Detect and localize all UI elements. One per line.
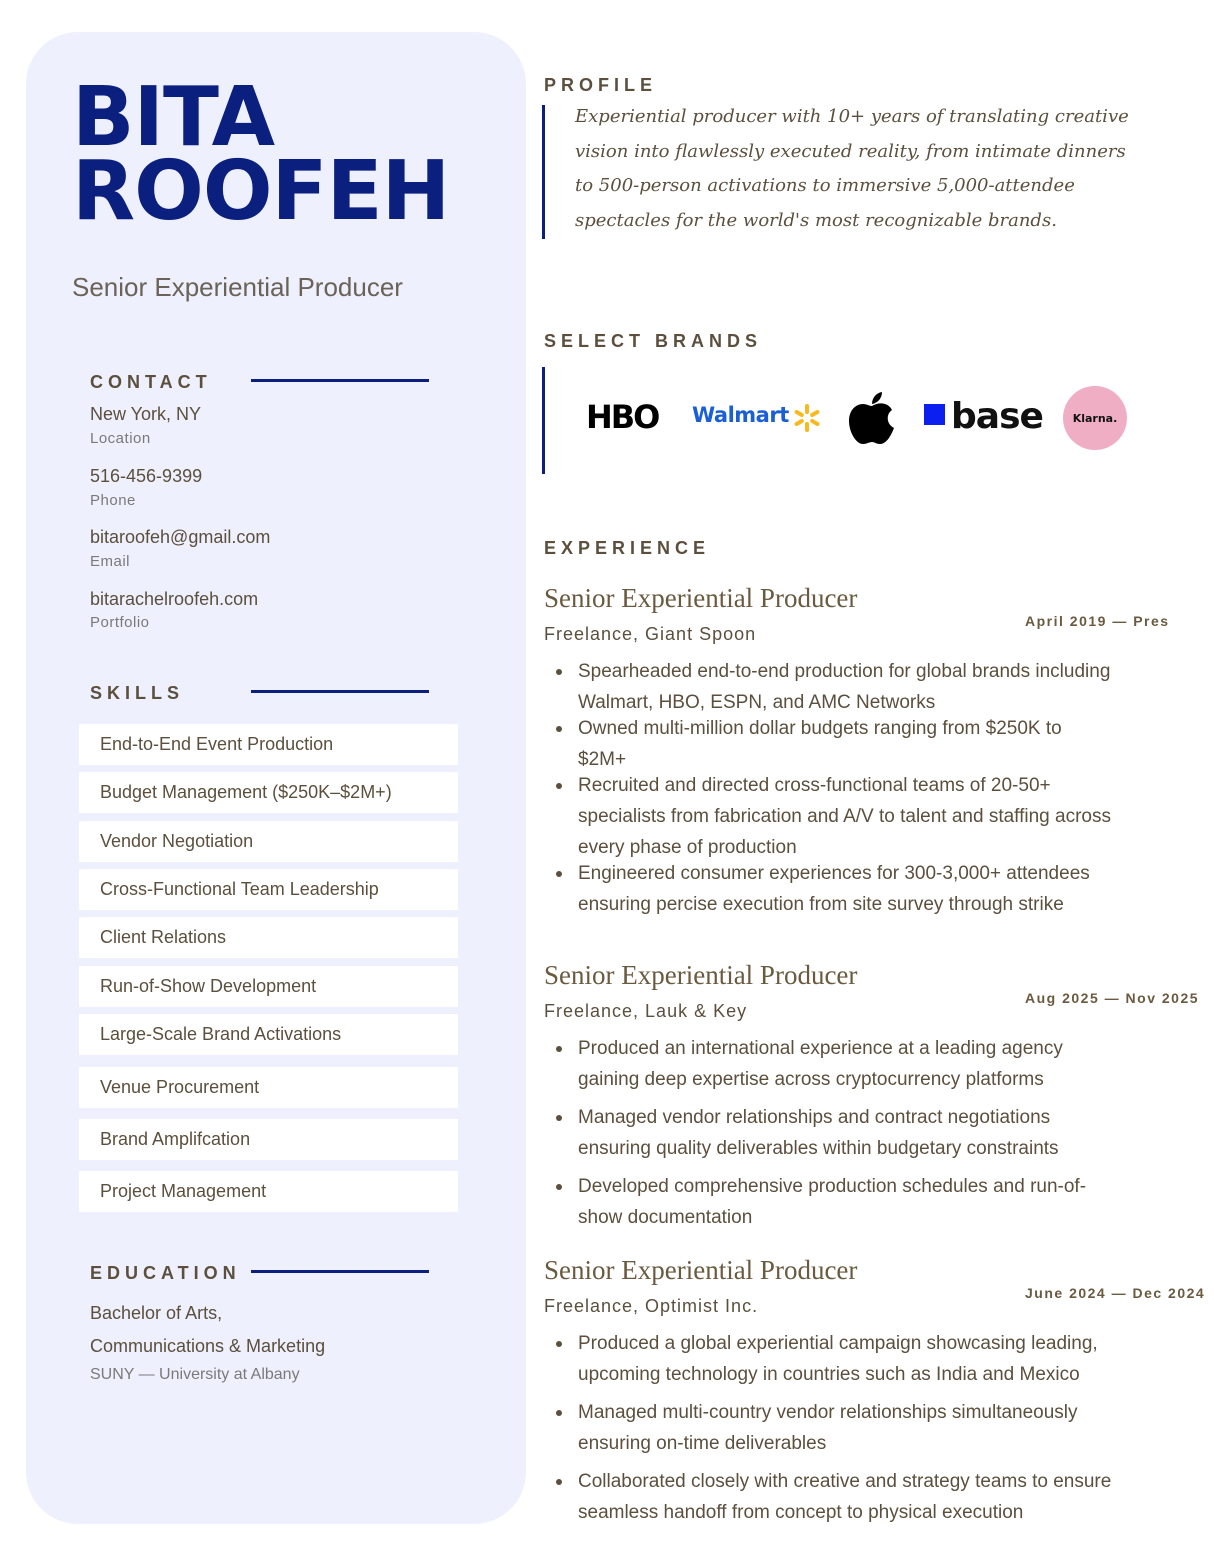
contact-email-value[interactable]: bitaroofeh@gmail.com xyxy=(90,527,271,547)
skill-tag: Large-Scale Brand Activations xyxy=(79,1014,458,1055)
job-2-title: Senior Experiential Producer xyxy=(544,960,858,990)
list-item: Owned multi-million dollar budgets ranging from $250K to $2M+ xyxy=(554,713,1114,775)
apple-icon xyxy=(848,390,896,446)
job-1-bullets xyxy=(554,656,1114,915)
list-item: Managed vendor relationships and contract negotiations ensuring quality deliverables within budgetary constraints xyxy=(554,1102,1114,1164)
education-school: SUNY — University at Albany xyxy=(90,1366,300,1383)
list-item: Collaborated closely with creative and strategy teams to ensure seamless handoff from concept to physical execution xyxy=(554,1466,1114,1528)
brands-heading: SELECT BRANDS xyxy=(544,331,763,351)
profile-summary: Experiential producer with 10+ years of translating creative vision into flawlessly executed reality, from intimate dinners to 500-person activations to immersive 5,000-attendee spectacles for the world's most recognizable brands. xyxy=(575,106,1129,231)
skill-tag: Venue Procurement xyxy=(79,1067,458,1108)
job-3-bullets xyxy=(554,1328,1114,1535)
klarna-logo xyxy=(1063,386,1127,450)
skills-heading: SKILLS xyxy=(90,683,185,703)
walmart-wordmark: Walmart xyxy=(692,403,789,427)
list-item: Spearheaded end-to-end production for global brands including Walmart, HBO, ESPN, and AMC Networks xyxy=(554,656,1114,718)
klarna-wordmark: Klarna. xyxy=(1072,412,1118,425)
skill-tag: Project Management xyxy=(79,1171,458,1212)
base-square-icon xyxy=(924,404,945,425)
brands-accent-bar xyxy=(542,367,545,474)
skills-rule xyxy=(251,690,429,693)
contact-portfolio-label: Portfolio xyxy=(90,614,150,631)
walmart-spark-icon xyxy=(792,403,822,433)
skill-tag: Vendor Negotiation xyxy=(79,821,458,862)
base-wordmark: base xyxy=(951,396,1043,437)
education-major: Communications & Marketing xyxy=(90,1336,326,1356)
contact-rule xyxy=(251,379,429,382)
list-item: Produced an international experience at a leading agency gaining deep expertise across cryptocurrency platforms xyxy=(554,1033,1114,1095)
contact-heading: CONTACT xyxy=(90,372,212,392)
contact-phone-label: Phone xyxy=(90,492,136,509)
contact-portfolio-value[interactable]: bitarachelroofeh.com xyxy=(90,589,259,609)
contact-email-label: Email xyxy=(90,553,131,570)
job-2-dates: Aug 2025 — Nov 2025 xyxy=(1025,990,1200,1006)
walmart-logo xyxy=(692,403,824,437)
first-name: BITA xyxy=(72,70,275,165)
job-1-dates: April 2019 — Pres xyxy=(1025,613,1170,629)
list-item: Developed comprehensive production schedules and run-of-show documentation xyxy=(554,1171,1114,1233)
experience-heading: EXPERIENCE xyxy=(544,538,711,558)
education-heading: EDUCATION xyxy=(90,1263,241,1283)
job-3-title: Senior Experiential Producer xyxy=(544,1255,858,1285)
skill-tag: Brand Amplifcation xyxy=(79,1119,458,1160)
last-name: ROOFEH xyxy=(72,144,450,239)
job-3-dates: June 2024 — Dec 2024 xyxy=(1025,1285,1206,1301)
education-rule xyxy=(251,1270,429,1273)
education-degree: Bachelor of Arts, xyxy=(90,1303,223,1323)
list-item: Recruited and directed cross-functional teams of 20-50+ specialists from fabrication and A/V to talent and staffing across every phase of production xyxy=(554,770,1114,863)
contact-phone-value[interactable]: 516-456-9399 xyxy=(90,466,203,486)
job-title-header: Senior Experiential Producer xyxy=(72,272,403,302)
hbo-logo: HBO xyxy=(586,398,659,436)
job-3-company: Freelance, Optimist Inc. xyxy=(544,1296,759,1316)
job-1-title: Senior Experiential Producer xyxy=(544,583,858,613)
profile-accent-bar xyxy=(542,105,545,239)
job-2-company: Freelance, Lauk & Key xyxy=(544,1001,748,1021)
job-1-company: Freelance, Giant Spoon xyxy=(544,624,757,644)
base-logo xyxy=(924,396,1043,437)
profile-heading: PROFILE xyxy=(544,75,658,95)
list-item: Produced a global experiential campaign showcasing leading, upcoming technology in countries such as India and Mexico xyxy=(554,1328,1114,1390)
contact-location-label: Location xyxy=(90,430,151,447)
contact-location-value: New York, NY xyxy=(90,404,202,424)
skill-tag: Cross-Functional Team Leadership xyxy=(79,869,458,910)
job-2-bullets xyxy=(554,1033,1114,1240)
list-item: Managed multi-country vendor relationships simultaneously ensuring on-time deliverables xyxy=(554,1397,1114,1459)
skill-tag: Budget Management ($250K–$2M+) xyxy=(79,772,458,813)
skill-tag: Client Relations xyxy=(79,917,458,958)
skill-tag: Run-of-Show Development xyxy=(79,966,458,1007)
list-item: Engineered consumer experiences for 300-3,000+ attendees ensuring percise execution from site survey through strike xyxy=(554,858,1114,920)
skill-tag: End-to-End Event Production xyxy=(79,724,458,765)
